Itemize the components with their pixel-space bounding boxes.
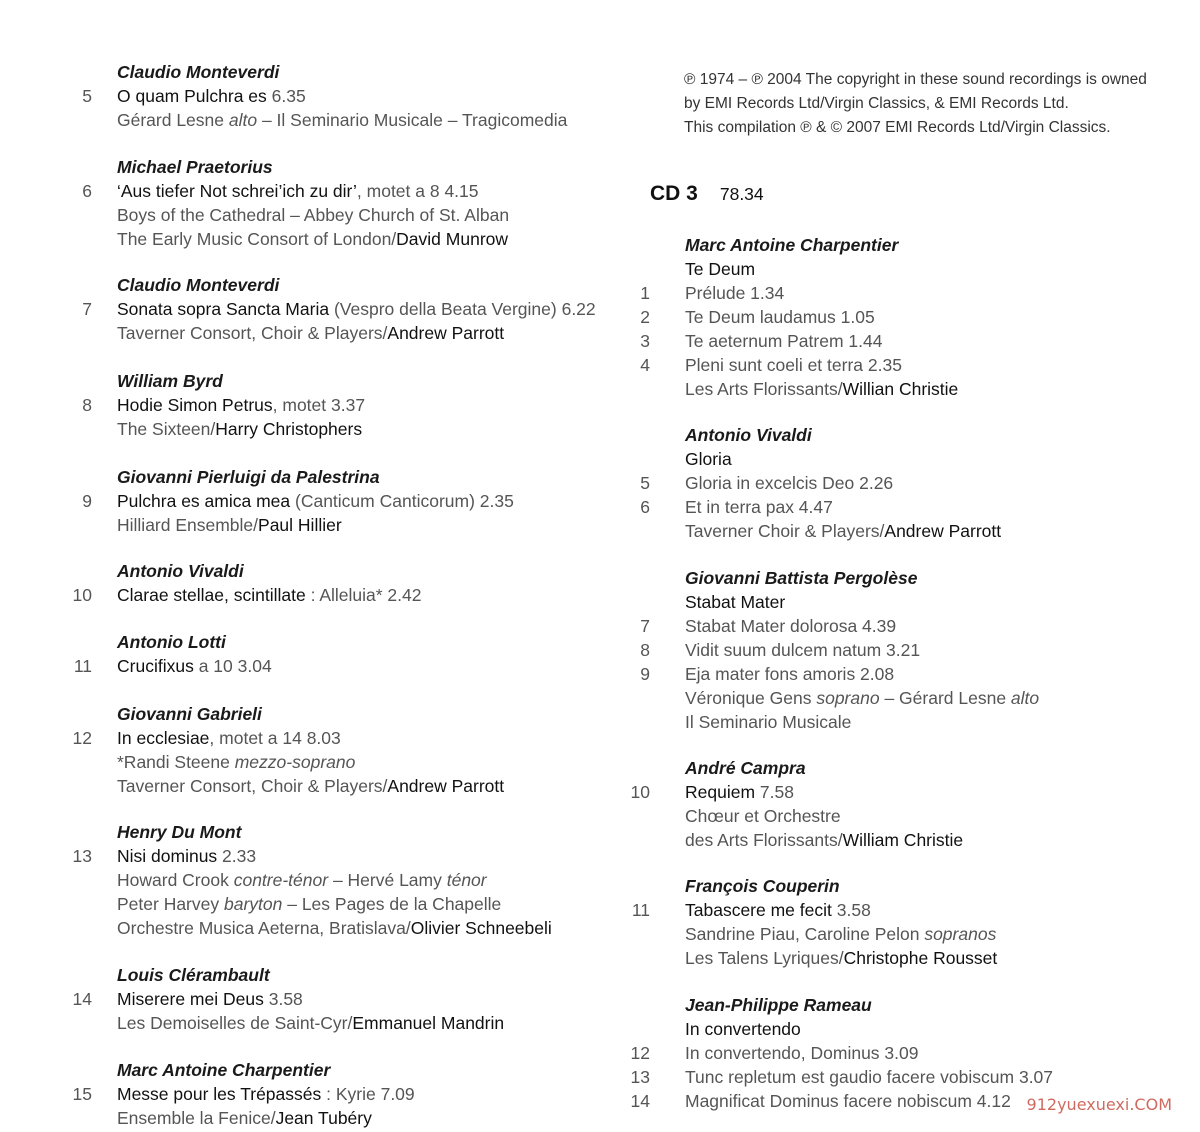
credit-text: – Les Pages de la Chapelle <box>282 894 502 914</box>
composer-name: Giovanni Gabrieli <box>117 704 262 724</box>
work-title: Messe pour les Trépassés <box>117 1084 322 1104</box>
voice-type: ténor <box>446 870 487 890</box>
composer-name: François Couperin <box>685 876 840 896</box>
track-title: Prélude 1.34 <box>685 283 785 303</box>
cd-label: CD 3 <box>650 182 698 205</box>
composer-name: William Byrd <box>117 371 223 391</box>
credit-line <box>117 108 567 132</box>
conductor-name: Andrew Parrott <box>884 521 1002 541</box>
credit-text: Les Demoiselles de Saint-Cyr/ <box>117 1013 353 1033</box>
text-line <box>640 305 1200 329</box>
track-number: 7 <box>640 616 650 636</box>
work-detail: a 10 3.04 <box>193 656 272 676</box>
text-line <box>630 1065 1200 1089</box>
credit-line <box>117 868 487 892</box>
text-line <box>0 465 630 489</box>
track-number: 1 <box>640 283 650 303</box>
cd-duration: 78.34 <box>719 184 764 204</box>
composer-name: Michael Praetorius <box>117 157 273 177</box>
composer-name: Antonio Lotti <box>117 632 226 652</box>
credit-text: Gérard Lesne <box>117 110 229 130</box>
track-number: 2 <box>640 307 650 327</box>
text-line <box>640 447 1200 471</box>
text-line <box>0 868 630 892</box>
track-number: 9 <box>82 491 92 511</box>
text-line <box>0 60 630 84</box>
text-line <box>640 614 1200 638</box>
track-title <box>685 898 871 922</box>
text-line <box>640 423 1200 447</box>
work-detail: : Kyrie 7.09 <box>321 1084 415 1104</box>
work-detail: (Canticum Canticorum) 2.35 <box>290 491 514 511</box>
work-title: Clarae stellae, scintillate <box>117 585 306 605</box>
composer-name: Marc Antoine Charpentier <box>685 235 899 255</box>
voice-type: soprano <box>816 688 880 708</box>
track-title <box>117 84 306 108</box>
work-detail: , motet a 14 8.03 <box>209 728 341 748</box>
track-title: Te Deum laudamus 1.05 <box>685 307 875 327</box>
text-line <box>0 916 630 940</box>
credit-text: Véronique Gens <box>685 688 817 708</box>
track-title <box>117 987 303 1011</box>
credit-line <box>117 513 342 537</box>
text-line <box>630 780 1200 804</box>
composer-name: Giovanni Battista Pergolèse <box>685 568 918 588</box>
text-line <box>0 844 630 868</box>
track-title: Gloria in excelcis Deo 2.26 <box>685 473 894 493</box>
credit-text: – Hervé Lamy <box>328 870 447 890</box>
text-line <box>640 566 1200 590</box>
text-line <box>640 828 1200 852</box>
text-line <box>640 710 1200 734</box>
work-detail: 3.58 <box>831 900 871 920</box>
track-title <box>117 179 479 203</box>
credit-line <box>685 828 963 852</box>
track-number: 8 <box>640 640 650 660</box>
track-number: 14 <box>630 1091 650 1111</box>
text-line <box>640 471 1200 495</box>
text-line <box>640 233 1200 257</box>
credit-text: Howard Crook <box>117 870 234 890</box>
track-number: 11 <box>631 900 650 920</box>
text-line <box>640 756 1200 780</box>
text-line <box>0 489 630 513</box>
work-title: Gloria <box>685 449 732 469</box>
text-line <box>640 353 1200 377</box>
credit-text: Hilliard Ensemble/ <box>117 515 259 535</box>
credit-line <box>117 916 552 940</box>
voice-type: sopranos <box>924 924 997 944</box>
credit-text: *Randi Steene <box>117 752 235 772</box>
composer-name: Antonio Vivaldi <box>685 425 812 445</box>
composer-name: Marc Antoine Charpentier <box>117 1060 331 1080</box>
watermark: 912yuexuexi.COM <box>1026 1095 1172 1114</box>
work-title: Miserere mei Deus <box>117 989 264 1009</box>
text-line <box>0 417 630 441</box>
voice-type: mezzo-soprano <box>234 752 356 772</box>
track-title <box>117 297 596 321</box>
track-title: Te aeternum Patrem 1.44 <box>685 331 883 351</box>
track-title <box>117 1082 415 1106</box>
track-title: Tunc repletum est gaudio facere vobiscum 3.07 <box>685 1067 1054 1087</box>
credit-line <box>685 710 851 734</box>
credit-text: Taverner Consort, Choir & Players/ <box>117 323 388 343</box>
credit-text: – Il Seminario Musicale – Tragicomedia <box>257 110 568 130</box>
text-line <box>0 1011 630 1035</box>
work-detail: 2.33 <box>217 846 257 866</box>
track-number: 12 <box>630 1043 650 1063</box>
track-number: 5 <box>82 86 92 106</box>
text-line <box>640 993 1200 1017</box>
track-number: 6 <box>640 497 650 517</box>
composer-name: Jean-Philippe Rameau <box>685 995 872 1015</box>
conductor-name: Jean Tubéry <box>275 1108 372 1128</box>
track-number: 5 <box>640 473 650 493</box>
work-title: Crucifixus <box>117 656 194 676</box>
voice-type: alto <box>1010 688 1040 708</box>
text-line <box>0 892 630 916</box>
composer-name: Claudio Monteverdi <box>117 62 280 82</box>
text-line <box>640 946 1200 970</box>
credit-text: Sandrine Piau, Caroline Pelon <box>685 924 925 944</box>
work-title: Requiem <box>685 782 756 802</box>
text-line <box>0 321 630 345</box>
credit-line <box>117 417 362 441</box>
text-line <box>631 898 1200 922</box>
text-line <box>640 590 1200 614</box>
work-detail: 3.58 <box>263 989 303 1009</box>
text-line <box>640 804 1200 828</box>
text-line <box>640 922 1200 946</box>
text-line <box>640 281 1200 305</box>
credit-text: The Early Music Consort of London/ <box>117 229 397 249</box>
track-number: 6 <box>82 181 92 201</box>
work-detail: 6.35 <box>266 86 306 106</box>
conductor-name: Willian Christie <box>842 379 959 399</box>
credit-text: The Sixteen/ <box>117 419 216 439</box>
credit-line <box>685 922 996 946</box>
track-number: 9 <box>640 664 650 684</box>
track-title: Eja mater fons amoris 2.08 <box>685 664 895 684</box>
work-detail: , motet 3.37 <box>272 395 366 415</box>
copyright-line: This compilation ℗ & © 2007 EMI Records Ltd/Virgin Classics. <box>684 119 1111 136</box>
text-line <box>640 638 1200 662</box>
track-title: Et in terra pax 4.47 <box>685 497 833 517</box>
credit-text: Chœur et Orchestre <box>685 806 841 826</box>
credit-text: Il Seminario Musicale <box>685 712 852 732</box>
work-title: Pulchra es amica mea <box>117 491 291 511</box>
track-title: In convertendo, Dominus 3.09 <box>685 1043 919 1063</box>
text-line <box>0 774 630 798</box>
credit-text: Peter Harvey <box>117 894 224 914</box>
voice-type: alto <box>228 110 258 130</box>
cd-heading <box>650 182 764 206</box>
work-title: Nisi dominus <box>117 846 218 866</box>
composer-name: Antonio Vivaldi <box>117 561 244 581</box>
track-title <box>117 583 421 607</box>
text-line <box>640 329 1200 353</box>
text-line <box>0 84 630 108</box>
work-title: ‘Aus tiefer Not schrei’ich zu dir’ <box>117 181 357 201</box>
text-line <box>0 726 630 750</box>
work-title: Te Deum <box>685 259 756 279</box>
work-title: Tabascere me fecit <box>685 900 832 920</box>
credit-line <box>685 377 958 401</box>
text-line <box>0 273 630 297</box>
composer-name: Henry Du Mont <box>117 822 242 842</box>
conductor-name: Paul Hillier <box>258 515 342 535</box>
track-title <box>117 393 365 417</box>
text-line <box>640 519 1200 543</box>
voice-type: contre-ténor <box>233 870 329 890</box>
credit-line <box>117 774 504 798</box>
track-number: 13 <box>72 846 92 866</box>
credit-text: des Arts Florissants/ <box>685 830 843 850</box>
track-number: 10 <box>630 782 650 802</box>
credit-line <box>685 946 997 970</box>
track-title: Stabat Mater dolorosa 4.39 <box>685 616 897 636</box>
track-title: Vidit suum dulcem natum 3.21 <box>685 640 921 660</box>
conductor-name: Christophe Rousset <box>843 948 998 968</box>
text-line <box>640 686 1200 710</box>
work-title: Sonata sopra Sancta Maria <box>117 299 330 319</box>
track-number: 7 <box>82 299 92 319</box>
copyright-line: by EMI Records Ltd/Virgin Classics, & EMI Records Ltd. <box>684 95 1069 112</box>
text-line <box>0 559 630 583</box>
work-title: O quam Pulchra es <box>117 86 267 106</box>
text-line <box>0 203 630 227</box>
text-line <box>640 257 1200 281</box>
work-title: In convertendo <box>685 1019 801 1039</box>
conductor-name: Harry Christophers <box>215 419 363 439</box>
text-line <box>0 1082 630 1106</box>
conductor-name: Andrew Parrott <box>387 323 505 343</box>
text-line <box>0 1058 630 1082</box>
track-number: 13 <box>630 1067 650 1087</box>
text-line <box>640 495 1200 519</box>
credit-line <box>685 804 841 828</box>
text-line <box>0 297 630 321</box>
text-line <box>0 227 630 251</box>
track-number: 11 <box>73 656 92 676</box>
track-title <box>117 654 272 678</box>
credit-text: Orchestre Musica Aeterna, Bratislava/ <box>117 918 411 938</box>
credit-line <box>117 227 508 251</box>
work-detail: (Vespro della Beata Vergine) 6.22 <box>329 299 596 319</box>
track-number: 15 <box>72 1084 92 1104</box>
composer-name: André Campra <box>685 758 806 778</box>
text-line <box>0 513 630 537</box>
conductor-name: Andrew Parrott <box>387 776 505 796</box>
credit-text: – Gérard Lesne <box>879 688 1011 708</box>
text-line <box>640 874 1200 898</box>
credit-line <box>117 892 501 916</box>
track-number: 14 <box>72 989 92 1009</box>
work-detail: , motet a 8 4.15 <box>356 181 479 201</box>
work-detail: : Alleluia* 2.42 <box>305 585 422 605</box>
conductor-name: Olivier Schneebeli <box>410 918 552 938</box>
work-title: Stabat Mater <box>685 592 786 612</box>
text-line <box>640 377 1200 401</box>
credit-text: Taverner Choir & Players/ <box>685 521 885 541</box>
credit-text: Boys of the Cathedral – Abbey Church of St. Alban <box>117 205 510 225</box>
work-title: Hodie Simon Petrus <box>117 395 273 415</box>
text-line <box>0 393 630 417</box>
track-number: 4 <box>640 355 650 375</box>
text-line <box>0 155 630 179</box>
credit-line <box>117 1106 372 1130</box>
composer-name: Claudio Monteverdi <box>117 275 280 295</box>
credit-line <box>117 203 509 227</box>
track-title <box>117 489 514 513</box>
credit-text: Taverner Consort, Choir & Players/ <box>117 776 388 796</box>
track-number: 8 <box>82 395 92 415</box>
work-title: In ecclesiae <box>117 728 210 748</box>
credit-line <box>685 519 1001 543</box>
copyright-notice <box>684 68 1147 140</box>
track-title <box>117 844 256 868</box>
voice-type: baryton <box>223 894 283 914</box>
text-line <box>0 179 630 203</box>
text-line <box>0 702 630 726</box>
text-line <box>640 662 1200 686</box>
track-title <box>685 780 794 804</box>
credit-line <box>117 750 355 774</box>
text-line <box>0 1106 630 1130</box>
track-number: 12 <box>72 728 92 748</box>
text-line <box>0 108 630 132</box>
text-line <box>0 963 630 987</box>
track-title: Pleni sunt coeli et terra 2.35 <box>685 355 902 375</box>
conductor-name: David Munrow <box>396 229 509 249</box>
work-detail: 7.58 <box>755 782 794 802</box>
credit-line <box>685 686 1039 710</box>
credit-text: Ensemble la Fenice/ <box>117 1108 276 1128</box>
track-title <box>117 726 341 750</box>
composer-name: Louis Clérambault <box>117 965 270 985</box>
credit-text: Les Talens Lyriques/ <box>685 948 844 968</box>
composer-name: Giovanni Pierluigi da Palestrina <box>117 467 380 487</box>
credit-line <box>117 321 504 345</box>
text-line <box>0 750 630 774</box>
track-title: Magnificat Dominus facere nobiscum 4.12 <box>685 1091 1011 1111</box>
text-line <box>0 654 630 678</box>
text-line <box>0 630 630 654</box>
credit-text: Les Arts Florissants/ <box>685 379 843 399</box>
track-number: 10 <box>72 585 92 605</box>
conductor-name: William Christie <box>842 830 964 850</box>
text-line <box>0 369 630 393</box>
text-line <box>640 1017 1200 1041</box>
text-line <box>0 987 630 1011</box>
conductor-name: Emmanuel Mandrin <box>352 1013 505 1033</box>
credit-line <box>117 1011 504 1035</box>
text-line <box>630 1041 1200 1065</box>
text-line <box>0 820 630 844</box>
track-number: 3 <box>640 331 650 351</box>
text-line <box>0 583 630 607</box>
copyright-line: ℗ 1974 – ℗ 2004 The copyright in these sound recordings is owned <box>684 71 1147 88</box>
